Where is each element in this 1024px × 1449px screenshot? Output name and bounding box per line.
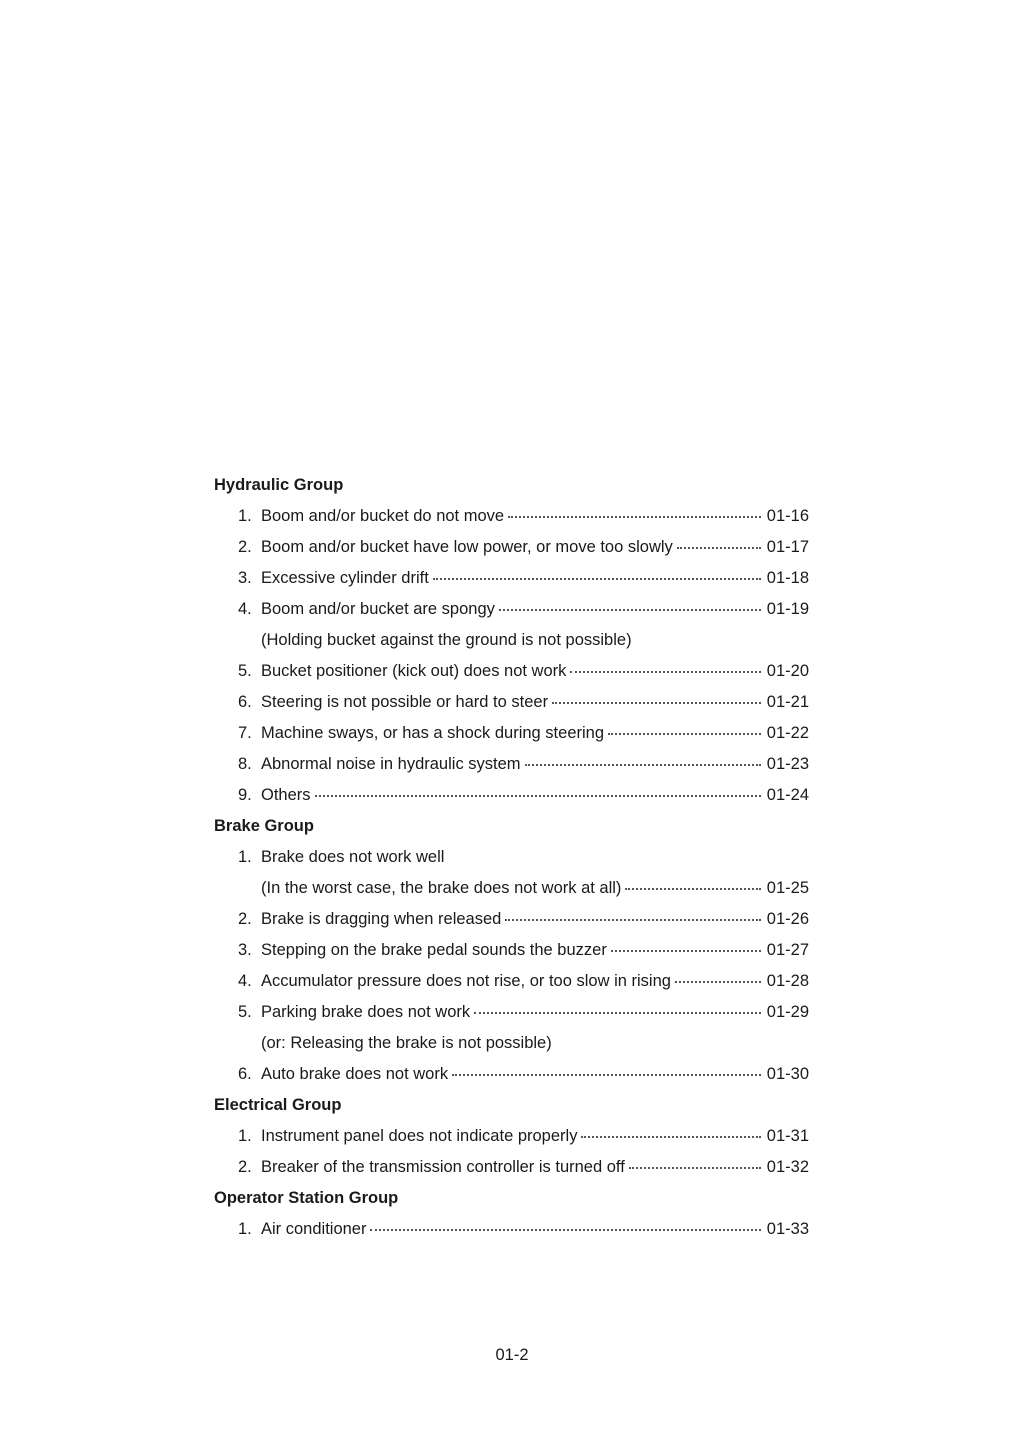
dot-leader bbox=[625, 888, 761, 890]
toc-entry[interactable] bbox=[214, 1125, 809, 1156]
entry-number: 4. bbox=[238, 600, 252, 618]
entry-page: 01-17 bbox=[766, 538, 809, 556]
entry-label: Excessive cylinder drift bbox=[261, 569, 429, 587]
toc-entry[interactable] bbox=[214, 722, 809, 753]
entry-label: Machine sways, or has a shock during steering bbox=[261, 724, 605, 742]
entry-page: 01-32 bbox=[766, 1158, 809, 1176]
entry-page: 01-25 bbox=[766, 879, 809, 897]
entry-number: 1. bbox=[238, 1127, 252, 1145]
entry-label: Auto brake does not work bbox=[261, 1065, 449, 1083]
entry-page: 01-27 bbox=[766, 941, 809, 959]
dot-leader bbox=[611, 950, 761, 952]
entry-label: Boom and/or bucket are spongy bbox=[261, 600, 495, 618]
entry-label: Parking brake does not work bbox=[261, 1003, 471, 1021]
toc-entry[interactable] bbox=[214, 536, 809, 567]
entry-number: 9. bbox=[238, 786, 252, 804]
entry-label: Breaker of the transmission controller is turned off bbox=[261, 1158, 625, 1176]
entry-page: 01-20 bbox=[766, 662, 809, 680]
entry-label: Brake is dragging when released bbox=[261, 910, 502, 928]
dot-leader bbox=[581, 1136, 761, 1138]
toc-entry[interactable] bbox=[214, 970, 809, 1001]
entry-page: 01-31 bbox=[766, 1127, 809, 1145]
dot-leader bbox=[370, 1229, 761, 1231]
entry-page: 01-28 bbox=[766, 972, 809, 990]
entry-number: 2. bbox=[238, 538, 252, 556]
entry-page: 01-21 bbox=[766, 693, 809, 711]
group-title: Brake Group bbox=[214, 817, 314, 835]
entry-label: Instrument panel does not indicate properly bbox=[261, 1127, 578, 1145]
entry-number: 2. bbox=[238, 1158, 252, 1176]
entry-label: Abnormal noise in hydraulic system bbox=[261, 755, 521, 773]
toc-entry[interactable] bbox=[214, 846, 809, 877]
entry-label: (or: Releasing the brake is not possible) bbox=[261, 1034, 552, 1052]
entry-label: Stepping on the brake pedal sounds the buzzer bbox=[261, 941, 607, 959]
toc-entry[interactable] bbox=[214, 908, 809, 939]
toc-entry[interactable] bbox=[214, 939, 809, 970]
entry-page: 01-22 bbox=[766, 724, 809, 742]
entry-number: 5. bbox=[238, 662, 252, 680]
entry-number: 5. bbox=[238, 1003, 252, 1021]
entry-page: 01-16 bbox=[766, 507, 809, 525]
entry-label: (Holding bucket against the ground is not possible) bbox=[261, 631, 632, 649]
entry-number: 6. bbox=[238, 1065, 252, 1083]
entry-number: 1. bbox=[238, 848, 252, 866]
entry-number: 2. bbox=[238, 910, 252, 928]
dot-leader bbox=[452, 1074, 761, 1076]
entry-page: 01-33 bbox=[766, 1220, 809, 1238]
toc-entry[interactable] bbox=[214, 629, 809, 660]
toc-group bbox=[214, 1094, 809, 1187]
toc-entry[interactable] bbox=[214, 1032, 809, 1063]
dot-leader bbox=[525, 764, 761, 766]
dot-leader bbox=[629, 1167, 761, 1169]
entry-page: 01-18 bbox=[766, 569, 809, 587]
toc-group bbox=[214, 474, 809, 815]
toc-entry[interactable] bbox=[214, 784, 809, 815]
dot-leader bbox=[433, 578, 761, 580]
toc-entry[interactable] bbox=[214, 1001, 809, 1032]
entry-label: Boom and/or bucket do not move bbox=[261, 507, 505, 525]
toc-group bbox=[214, 1187, 809, 1249]
toc-entry[interactable] bbox=[214, 598, 809, 629]
entry-page: 01-26 bbox=[766, 910, 809, 928]
entry-label: Air conditioner bbox=[261, 1220, 367, 1238]
dot-leader bbox=[508, 516, 761, 518]
toc-entry[interactable] bbox=[214, 1156, 809, 1187]
entry-page: 01-24 bbox=[766, 786, 809, 804]
toc-entry[interactable] bbox=[214, 567, 809, 598]
entry-number: 1. bbox=[238, 1220, 252, 1238]
dot-leader bbox=[552, 702, 761, 704]
entry-page: 01-29 bbox=[766, 1003, 809, 1021]
dot-leader bbox=[474, 1012, 761, 1014]
entry-number: 8. bbox=[238, 755, 252, 773]
entry-number: 4. bbox=[238, 972, 252, 990]
toc-entry[interactable] bbox=[214, 1218, 809, 1249]
group-title: Hydraulic Group bbox=[214, 476, 344, 494]
toc-entry[interactable] bbox=[214, 660, 809, 691]
dot-leader bbox=[608, 733, 761, 735]
dot-leader bbox=[505, 919, 761, 921]
dot-leader bbox=[315, 795, 761, 797]
group-title: Operator Station Group bbox=[214, 1189, 399, 1207]
entry-page: 01-30 bbox=[766, 1065, 809, 1083]
toc-entry[interactable] bbox=[214, 753, 809, 784]
toc-entry[interactable] bbox=[214, 505, 809, 536]
toc-group bbox=[214, 815, 809, 1094]
page-number: 01-2 bbox=[495, 1346, 529, 1364]
dot-leader bbox=[499, 609, 761, 611]
toc-entry[interactable] bbox=[214, 1063, 809, 1094]
dot-leader bbox=[677, 547, 761, 549]
entry-label: Boom and/or bucket have low power, or move too slowly bbox=[261, 538, 673, 556]
toc-entry[interactable] bbox=[214, 691, 809, 722]
dot-leader bbox=[675, 981, 761, 983]
entry-number: 1. bbox=[238, 507, 252, 525]
dot-leader bbox=[570, 671, 761, 673]
table-of-contents bbox=[214, 474, 809, 1249]
entry-label: Brake does not work well bbox=[261, 848, 445, 866]
entry-number: 6. bbox=[238, 693, 252, 711]
entry-label: (In the worst case, the brake does not work at all) bbox=[261, 879, 622, 897]
group-title: Electrical Group bbox=[214, 1096, 342, 1114]
entry-number: 3. bbox=[238, 941, 252, 959]
entry-page: 01-23 bbox=[766, 755, 809, 773]
entry-label: Bucket positioner (kick out) does not work bbox=[261, 662, 567, 680]
entry-number: 7. bbox=[238, 724, 252, 742]
entry-label: Steering is not possible or hard to steer bbox=[261, 693, 549, 711]
entry-page: 01-19 bbox=[766, 600, 809, 618]
entry-number: 3. bbox=[238, 569, 252, 587]
toc-entry[interactable] bbox=[214, 877, 809, 908]
entry-label: Others bbox=[261, 786, 311, 804]
entry-label: Accumulator pressure does not rise, or too slow in rising bbox=[261, 972, 671, 990]
